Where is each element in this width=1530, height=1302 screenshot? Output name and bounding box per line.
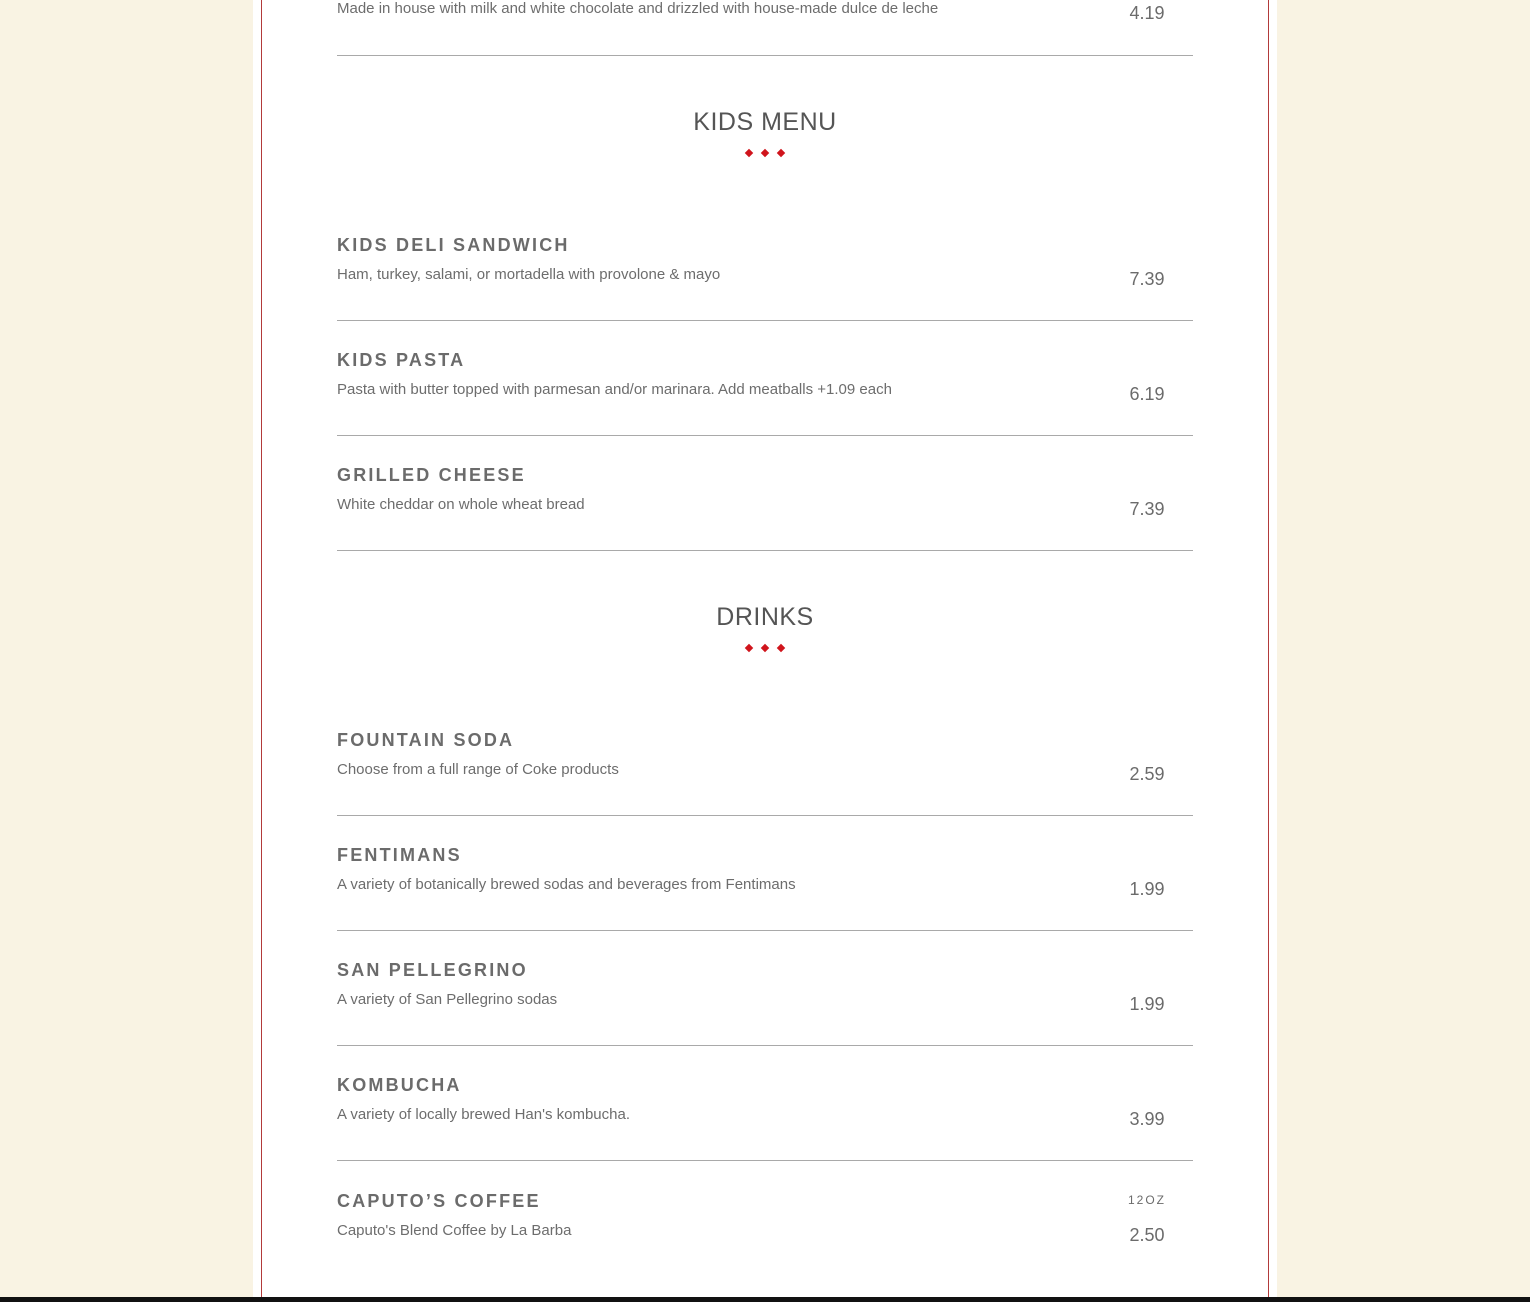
bottom-bar [0, 1297, 1530, 1302]
item-divider [337, 930, 1193, 931]
item-divider [337, 1160, 1193, 1161]
item-price: 1.99 [1129, 994, 1165, 1014]
item-description: A variety of locally brewed Han's kombucha. [337, 1106, 631, 1123]
item-name: KIDS PASTA [337, 350, 466, 370]
item-description: Pasta with butter topped with parmesan and/or marinara. Add meatballs +1.09 each [337, 381, 892, 398]
section-title-drinks: DRINKS [716, 603, 814, 631]
item-price: 4.19 [1129, 3, 1165, 23]
item-description: A variety of San Pellegrino sodas [337, 991, 558, 1008]
item-description: Ham, turkey, salami, or mortadella with provolone & mayo [337, 266, 721, 283]
item-price: 7.39 [1129, 269, 1165, 289]
item-name: KIDS DELI SANDWICH [337, 235, 570, 255]
item-description: Made in house with milk and white chocolate and drizzled with house-made dulce de leche [337, 0, 939, 17]
item-name: GRILLED CHEESE [337, 465, 526, 485]
item-description: Choose from a full range of Coke products [337, 761, 619, 778]
item-name: FENTIMANS [337, 845, 462, 865]
item-description: A variety of botanically brewed sodas and beverages from Fentimans [337, 876, 796, 893]
diamond-icon [777, 644, 785, 652]
item-price: 1.99 [1129, 879, 1165, 899]
section-divider-diamonds [337, 147, 1193, 159]
diamond-icon [761, 644, 769, 652]
item-price: 3.99 [1129, 1109, 1165, 1129]
item-price: 2.50 [1129, 1225, 1165, 1245]
item-price: 6.19 [1129, 384, 1165, 404]
item-name: CAPUTO’S COFFEE [337, 1191, 541, 1211]
diamond-icon [761, 149, 769, 157]
section-title-kids-menu: KIDS MENU [693, 108, 837, 136]
item-description: White cheddar on whole wheat bread [337, 496, 585, 513]
item-divider [337, 320, 1193, 321]
item-divider [337, 55, 1193, 56]
item-name: SAN PELLEGRINO [337, 960, 528, 980]
item-price: 2.59 [1129, 764, 1165, 784]
diamond-icon [745, 644, 753, 652]
item-price: 7.39 [1129, 499, 1165, 519]
item-size-label: 12OZ [1127, 1193, 1166, 1207]
item-description: Caputo's Blend Coffee by La Barba [337, 1222, 572, 1239]
item-divider [337, 435, 1193, 436]
item-divider [337, 815, 1193, 816]
item-divider [337, 550, 1193, 551]
item-name: KOMBUCHA [337, 1075, 462, 1095]
item-name: FOUNTAIN SODA [337, 730, 515, 750]
item-divider [337, 1045, 1193, 1046]
diamond-icon [777, 149, 785, 157]
diamond-icon [745, 149, 753, 157]
section-divider-diamonds [337, 642, 1193, 654]
